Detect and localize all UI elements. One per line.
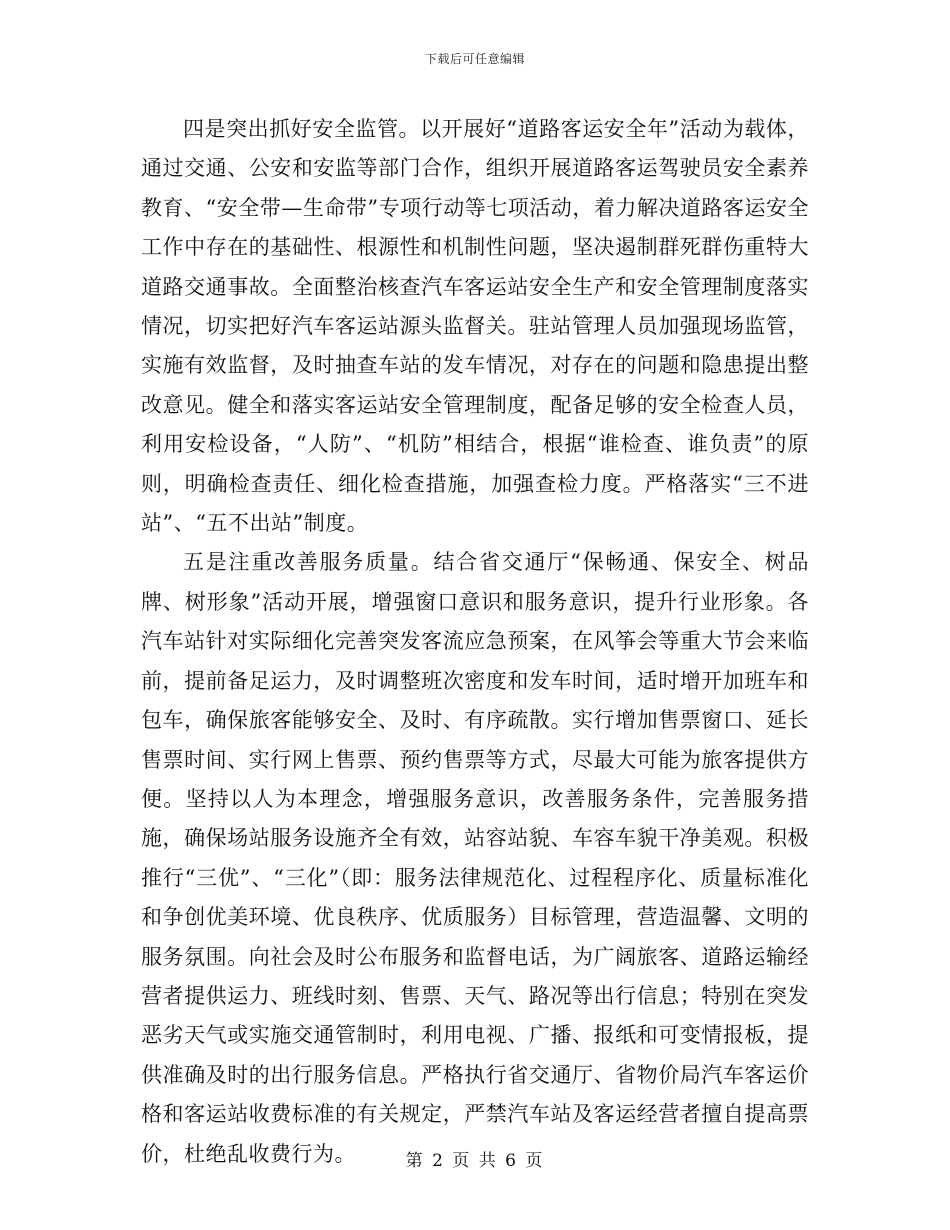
- paragraph-service-quality: 五是注重改善服务质量。结合省交通厅“保畅通、保安全、树品牌、树形象”活动开展，增强窗口意识和服务意识，提升行业形象。各汽车站针对实际细化完善突发客流应急预案，在风筝会等重大节会来临前，提前备足运力，及时调整班次密度和发车时间，适时增开加班车和包车，确保旅客能够安全、及时、有序疏散。实行增加售票窗口、延长售票时间、实行网上售票、预约售票等方式，尽最大可能为旅客提供方便。坚持以人为本理念，增强服务意识，改善服务条件，完善服务措施，确保场站服务设施齐全有效，站容站貌、车容车貌干净美观。积极推行“三优”、“三化”（即：服务法律规范化、过程程序化、质量标准化和争创优美环境、优良秩序、优质服务）目标管理，营造温馨、文明的服务氛围。向社会及时公布服务和监督电话，为广阔旅客、道路运输经营者提供运力、班线时刻、售票、天气、路况等出行信息；特别在突发恶劣天气或实施交通管制时，利用电视、广播、报纸和可变情报板，提供准确及时的出行服务信息。严格执行省交通厅、省物价局汽车客运价格和客运站收费标准的有关规定，严禁汽车站及客运经营者擅自提高票价，杜绝乱收费行为。: [141, 550, 809, 1166]
- page-header-note: 下载后可任意编辑: [424, 52, 525, 66]
- paragraph-safety-supervision: 四是突出抓好安全监管。以开展好“道路客运安全年”活动为载体，通过交通、公安和安监等部门合作，组织开展道路客运驾驶员安全素养教育、“安全带—生命带”专项行动等七项活动，着力解决道路客运安全工作中存在的基础性、根源性和机制性问题，坚决遏制群死群伤重特大道路交通事故。全面整治核查汽车客运站安全生产和安全管理制度落实情况，切实把好汽车客运站源头监督关。驻站管理人员加强现场监管，实施有效监督，及时抽查车站的发车情况，对存在的问题和隐患提出整改意见。健全和落实客运站安全管理制度，配备足够的安全检查人员，利用安检设备，“人防”、“机防”相结合，根据“谁检查、谁负责”的原则，明确检查责任、细化检查措施，加强查检力度。严格落实“三不进站”、“五不出站”制度。: [141, 117, 809, 536]
- page-number: 第 2 页 共 6 页: [405, 1151, 545, 1171]
- document-body: [141, 110, 809, 1174]
